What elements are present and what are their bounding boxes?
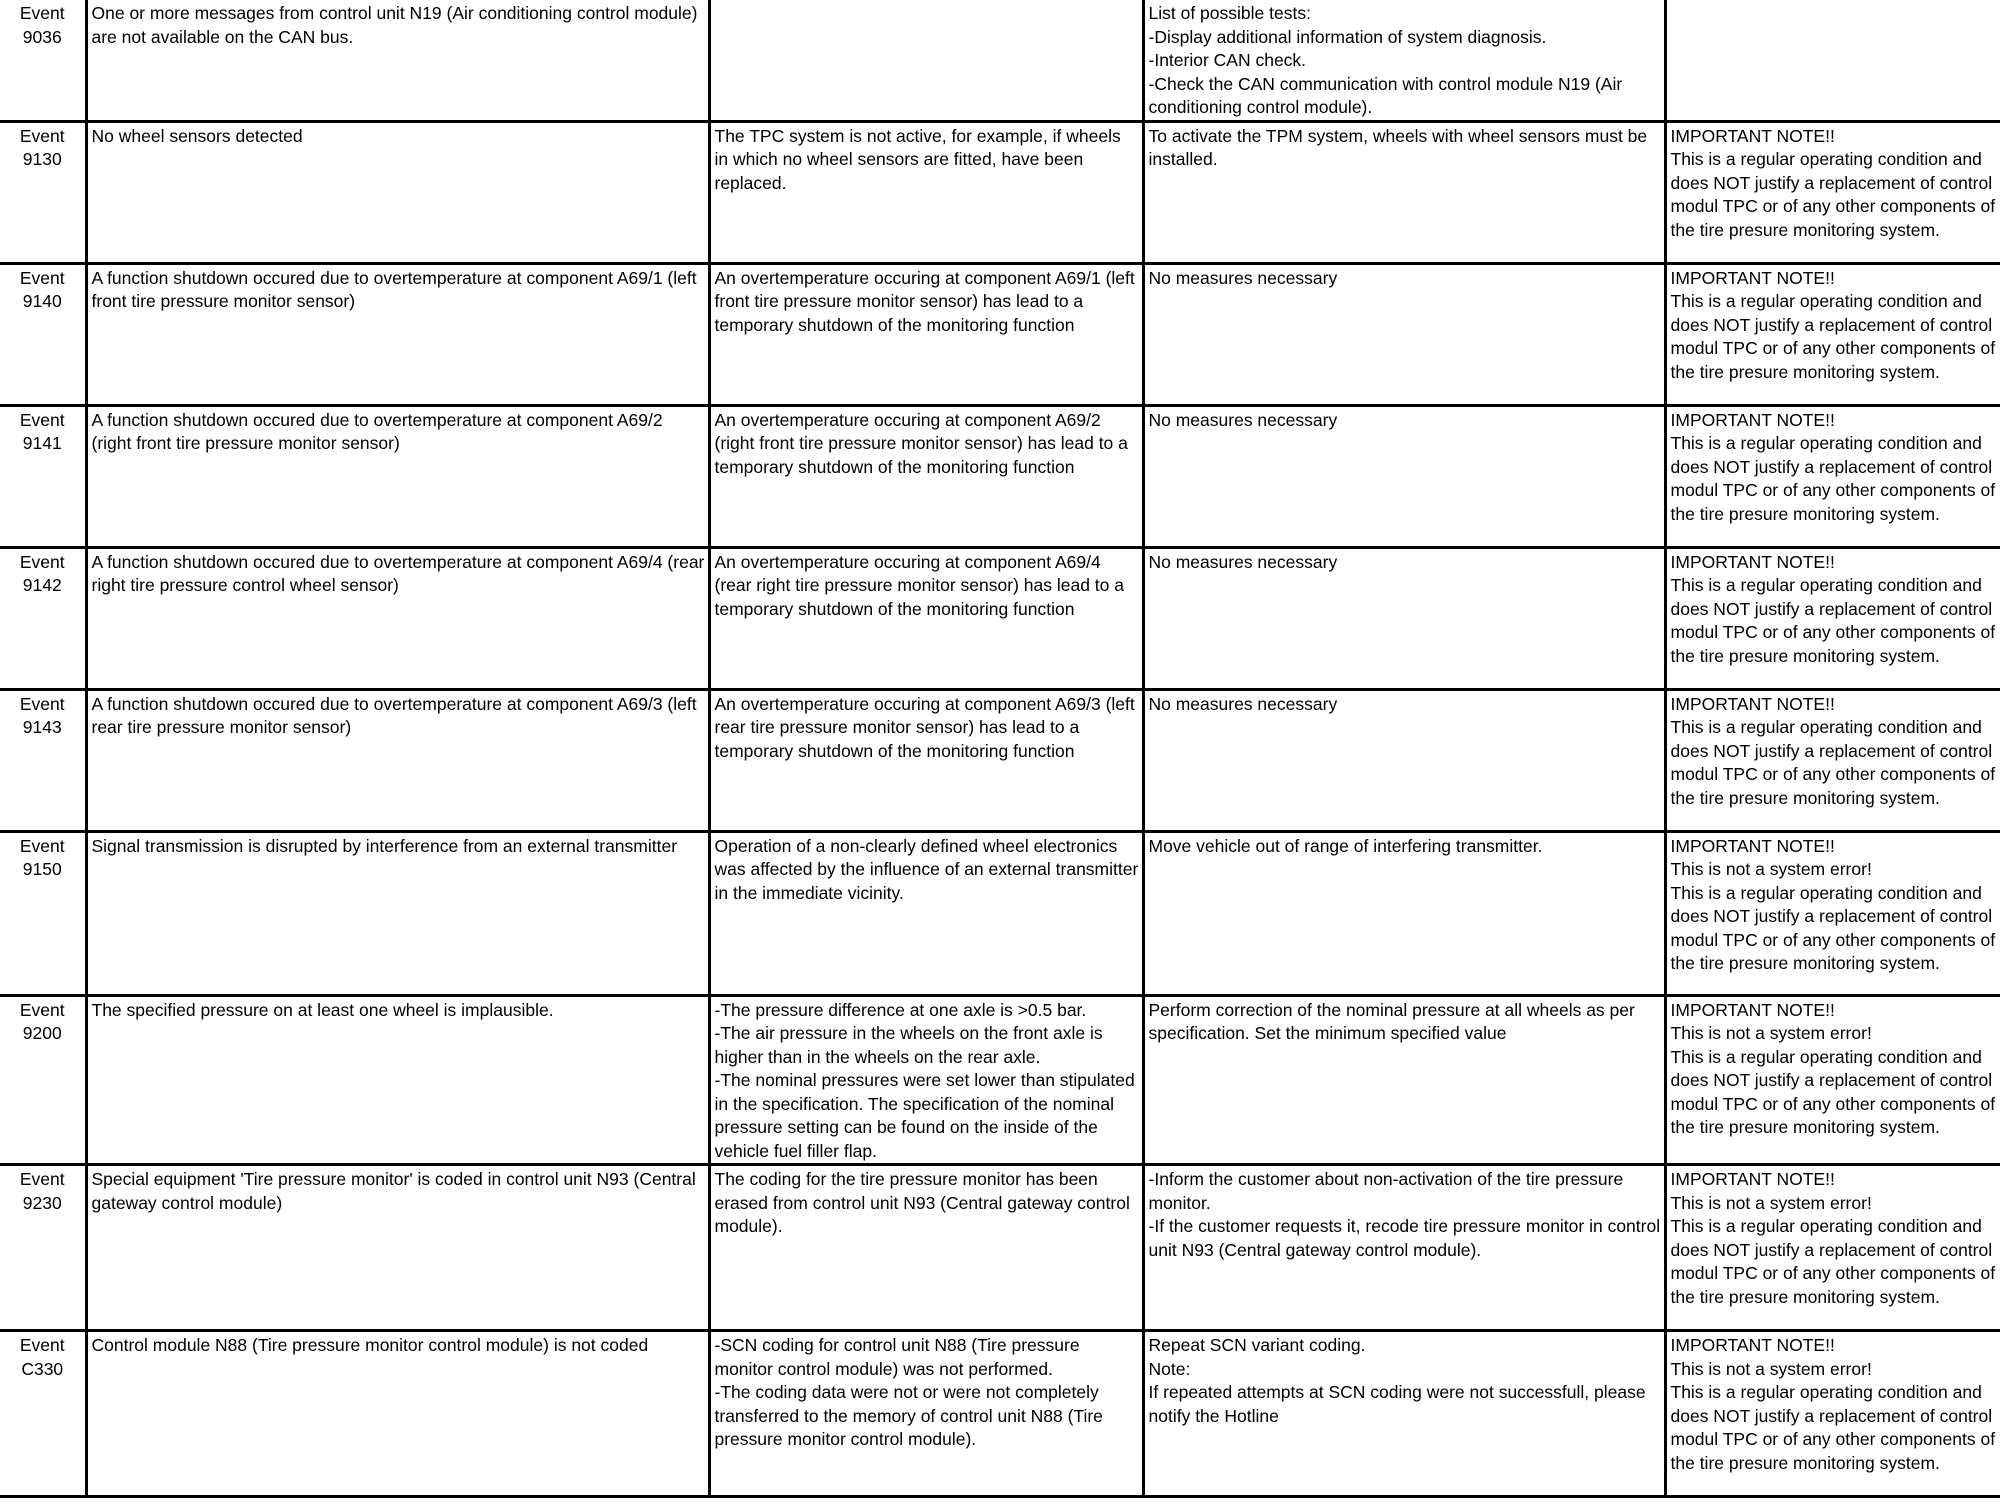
note-line: This is a regular operating condition and does NOT justify a replacement of control modul TPC or of any other components of the tire presure monitoring system. (1670, 1382, 2000, 1473)
description-text: A function shutdown occured due to overtemperature at component A69/1 (left front tire pressure monitor sensor) (91, 267, 702, 311)
cause-line: An overtemperature occuring at component A69/2 (right front tire pressure monitor sensor) has lead to a temporary shutdown of the monitoring function (714, 409, 1133, 477)
event-code: 9200 (22, 1023, 62, 1043)
note-cell (1665, 263, 2000, 405)
remedy-line: Perform correction of the nominal pressure at all wheels as per specification. Set the minimum specified value (1148, 999, 1640, 1043)
remedy-line: No measures necessary (1148, 551, 1338, 572)
table-row (0, 1165, 2000, 1331)
table-row (0, 0, 2000, 121)
remedy-cell (1143, 1165, 1665, 1331)
remedy-cell (1143, 405, 1665, 547)
cause-cell (709, 0, 1143, 121)
note-line: This is a regular operating condition and does NOT justify a replacement of control modul TPC or of any other components of the tire presure monitoring system. (1670, 433, 2000, 524)
cause-line: Operation of a non-clearly defined wheel electronics was affected by the influence of an external transmitter in the immediate vicinity. (714, 835, 1143, 903)
table-row (0, 263, 2000, 405)
event-code-cell (0, 995, 86, 1165)
description-text: Signal transmission is disrupted by interference from an external transmitter (91, 835, 678, 856)
table-row (0, 121, 2000, 263)
description-cell (86, 831, 709, 995)
event-code: 9230 (22, 1192, 62, 1213)
note-line: This is a regular operating condition and does NOT justify a replacement of control modul TPC or of any other components of the tire presure monitoring system. (1670, 882, 2000, 973)
remedy-cell (1143, 121, 1665, 263)
event-code-cell (0, 831, 86, 995)
note-line: This is not a system error! (1670, 1023, 1872, 1043)
event-code: C330 (21, 1358, 64, 1379)
description-cell (86, 0, 709, 121)
cause-cell (709, 547, 1143, 689)
event-code: 9150 (22, 859, 62, 879)
remedy-cell (1143, 1331, 1665, 1497)
remedy-line: List of possible tests: (1148, 3, 1311, 23)
description-cell (86, 1331, 709, 1497)
description-cell (86, 689, 709, 831)
cause-line: -SCN coding for control unit N88 (Tire pressure monitor control module) was not performed. (714, 1335, 1085, 1379)
remedy-line: -Inform the customer about non-activation of the tire pressure monitor. (1148, 1169, 1629, 1213)
event-code-prefix: Event (19, 835, 65, 856)
event-code: 9142 (22, 575, 62, 595)
event-code-prefix: Event (19, 693, 65, 714)
description-text: Control module N88 (Tire pressure monitor control module) is not coded (91, 1335, 649, 1355)
remedy-line: No measures necessary (1148, 267, 1338, 288)
event-code-cell (0, 121, 86, 263)
cause-line: The coding for the tire pressure monitor has been erased from control unit N93 (Central gateway control module). (714, 1169, 1135, 1236)
description-text: One or more messages from control unit N19 (Air conditioning control module) are not available on the CAN bus. (91, 3, 703, 47)
cause-line: An overtemperature occuring at component A69/3 (left rear tire pressure monitor sensor) has lead to a temporary shutdown of the monitoring function (714, 693, 1140, 761)
table-row (0, 995, 2000, 1165)
remedy-line: -Display additional information of system diagnosis. (1148, 26, 1547, 47)
event-code-prefix: Event (19, 1335, 65, 1355)
remedy-line: -Interior CAN check. (1148, 50, 1307, 70)
remedy-line: -Check the CAN communication with control module N19 (Air conditioning control module). (1148, 73, 1628, 117)
cause-line: -The air pressure in the wheels on the front axle is higher than in the wheels on the rear axle. (714, 1023, 1108, 1067)
remedy-cell (1143, 0, 1665, 121)
description-cell (86, 121, 709, 263)
event-code: 9036 (22, 26, 62, 47)
cause-cell (709, 121, 1143, 263)
note-line: This is a regular operating condition and does NOT justify a replacement of control modul TPC or of any other components of the tire presure monitoring system. (1670, 575, 2000, 666)
remedy-line: Move vehicle out of range of interfering transmitter. (1148, 835, 1543, 856)
cause-line: -The coding data were not or were not completely transferred to the memory of control unit N88 (Tire pressure monitor control module). (714, 1382, 1108, 1449)
note-cell (1665, 405, 2000, 547)
remedy-cell (1143, 995, 1665, 1165)
remedy-cell (1143, 547, 1665, 689)
event-code-prefix: Event (19, 3, 65, 23)
remedy-line: Note: (1148, 1358, 1191, 1379)
note-line: This is a regular operating condition and does NOT justify a replacement of control modul TPC or of any other components of the tire presure monitoring system. (1670, 291, 2000, 382)
note-line: IMPORTANT NOTE!! (1670, 693, 1835, 714)
note-line: This is a regular operating condition and does NOT justify a replacement of control modul TPC or of any other components of the tire presure monitoring system. (1670, 1046, 2000, 1137)
remedy-line: Repeat SCN variant coding. (1148, 1335, 1366, 1355)
event-code: 9130 (22, 149, 62, 169)
description-text: No wheel sensors detected (91, 125, 303, 146)
table-row (0, 1331, 2000, 1497)
table-row (0, 405, 2000, 547)
event-code-cell (0, 1165, 86, 1331)
description-text: A function shutdown occured due to overtemperature at component A69/4 (rear right tire pressure control wheel sensor) (91, 551, 709, 595)
cause-cell (709, 1165, 1143, 1331)
note-line: IMPORTANT NOTE!! (1670, 1169, 1835, 1189)
event-code-prefix: Event (19, 551, 65, 572)
cause-line: The TPC system is not active, for example, if wheels in which no wheel sensors are fitted, have been replaced. (714, 125, 1126, 193)
cause-line: An overtemperature occuring at component A69/1 (left front tire pressure monitor sensor) has lead to a temporary shutdown of the monitoring function (714, 267, 1140, 335)
note-cell (1665, 689, 2000, 831)
event-code-prefix: Event (19, 125, 65, 146)
description-cell (86, 405, 709, 547)
cause-cell (709, 995, 1143, 1165)
remedy-line: To activate the TPM system, wheels with wheel sensors must be installed. (1148, 125, 1653, 169)
note-line: This is not a system error! (1670, 1358, 1872, 1379)
event-code-prefix: Event (19, 267, 65, 288)
note-cell (1665, 121, 2000, 263)
note-line: IMPORTANT NOTE!! (1670, 267, 1835, 288)
note-cell (1665, 0, 2000, 121)
description-cell (86, 547, 709, 689)
description-text: The specified pressure on at least one wheel is implausible. (91, 999, 554, 1020)
cause-cell (709, 405, 1143, 547)
remedy-line: If repeated attempts at SCN coding were not successfull, please notify the Hotline (1148, 1382, 1651, 1426)
note-cell (1665, 547, 2000, 689)
remedy-cell (1143, 263, 1665, 405)
description-text: Special equipment 'Tire pressure monitor' is coded in control unit N93 (Central gateway control module) (91, 1169, 701, 1213)
cause-line: -The pressure difference at one axle is >0.5 bar. (714, 999, 1087, 1020)
event-code-prefix: Event (19, 1169, 65, 1189)
remedy-line: No measures necessary (1148, 693, 1338, 714)
description-cell (86, 263, 709, 405)
event-code-prefix: Event (19, 999, 65, 1020)
description-text: A function shutdown occured due to overtemperature at component A69/2 (right front tire pressure monitor sensor) (91, 409, 668, 453)
description-cell (86, 1165, 709, 1331)
table-row (0, 689, 2000, 831)
note-line: This is a regular operating condition and does NOT justify a replacement of control modul TPC or of any other components of the tire presure monitoring system. (1670, 1216, 2000, 1307)
remedy-line: -If the customer requests it, recode tire pressure monitor in control unit N93 (Central gateway control module). (1148, 1216, 1665, 1260)
note-cell (1665, 995, 2000, 1165)
note-cell (1665, 1165, 2000, 1331)
note-line: IMPORTANT NOTE!! (1670, 835, 1835, 856)
cause-cell (709, 689, 1143, 831)
remedy-line: No measures necessary (1148, 409, 1338, 430)
table-row (0, 831, 2000, 995)
note-line: IMPORTANT NOTE!! (1670, 999, 1835, 1020)
cause-cell (709, 831, 1143, 995)
cause-cell (709, 263, 1143, 405)
description-text: A function shutdown occured due to overtemperature at component A69/3 (left rear tire pressure monitor sensor) (91, 693, 702, 737)
note-cell (1665, 831, 2000, 995)
event-code-cell (0, 1331, 86, 1497)
event-code-cell (0, 405, 86, 547)
cause-line: An overtemperature occuring at component A69/4 (rear right tire pressure monitor sensor) has lead to a temporary shutdown of the monitoring function (714, 551, 1129, 619)
table-row (0, 547, 2000, 689)
note-cell (1665, 1331, 2000, 1497)
note-line: IMPORTANT NOTE!! (1670, 1335, 1835, 1355)
event-code-cell (0, 547, 86, 689)
event-code: 9143 (22, 717, 62, 737)
remedy-cell (1143, 689, 1665, 831)
cause-cell (709, 1331, 1143, 1497)
event-code-cell (0, 0, 86, 121)
event-code-cell (0, 689, 86, 831)
description-cell (86, 995, 709, 1165)
event-code-prefix: Event (19, 409, 65, 430)
note-line: IMPORTANT NOTE!! (1670, 409, 1835, 430)
note-line: This is a regular operating condition and does NOT justify a replacement of control modul TPC or of any other components of the tire presure monitoring system. (1670, 149, 2000, 240)
cause-line: -The nominal pressures were set lower than stipulated in the specification. The specification of the nominal pressure setting can be found on the inside of the vehicle fuel filler flap. (714, 1070, 1140, 1161)
note-line: This is not a system error! (1670, 859, 1872, 879)
note-line: This is a regular operating condition and does NOT justify a replacement of control modul TPC or of any other components of the tire presure monitoring system. (1670, 717, 2000, 808)
note-line: IMPORTANT NOTE!! (1670, 125, 1835, 146)
event-code: 9140 (22, 291, 62, 311)
note-line: IMPORTANT NOTE!! (1670, 551, 1835, 572)
note-line: This is not a system error! (1670, 1192, 1872, 1213)
event-code: 9141 (22, 433, 62, 453)
event-code-cell (0, 263, 86, 405)
remedy-cell (1143, 831, 1665, 995)
